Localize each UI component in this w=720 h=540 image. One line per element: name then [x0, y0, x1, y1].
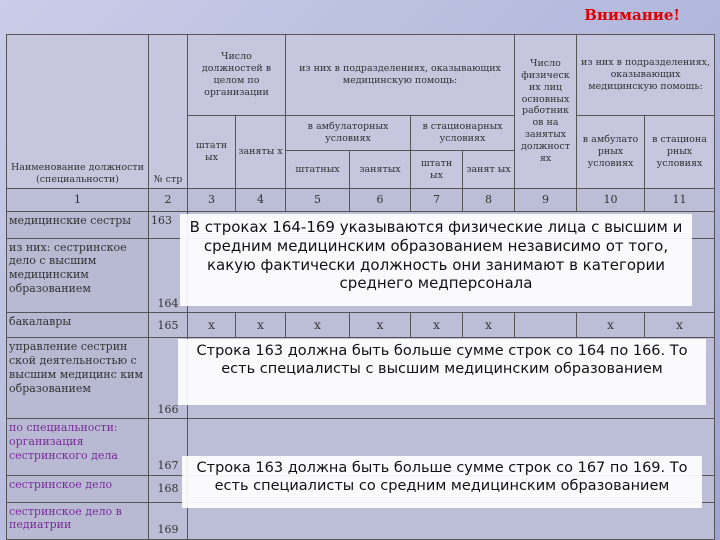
header-total-positions: Число должностей в целом по организации	[188, 35, 286, 116]
note-row-163-higher-education: Строка 163 должна быть больше сумме строк со 164 по 166. То есть специалисты с высшим медицинским образованием	[178, 339, 706, 405]
column-number-row	[7, 188, 715, 211]
header-row-number: № стр	[149, 35, 188, 189]
col-number: 4	[236, 188, 286, 211]
header-occupied: заняты х	[236, 116, 286, 189]
note-rows-164-169: В строках 164-169 указываются физические лица с высшим и средним медицинским образованием независимо от того, какую фактически должность они занимают в категории среднего медперсонала	[180, 214, 692, 306]
header-amb-staff: штатных	[286, 151, 350, 188]
header-persons-inp: в стациона рных условиях	[645, 116, 715, 189]
header-inp-occupied: занят ых	[463, 151, 515, 188]
not-applicable-mark: x	[463, 313, 515, 338]
header-inpatient: в стационарных условиях	[411, 116, 515, 151]
header-ambulatory: в амбулаторных условиях	[286, 116, 411, 151]
row-number: 169	[149, 502, 188, 539]
col-number: 1	[7, 188, 149, 211]
row-number: 168	[149, 475, 188, 502]
col-number: 5	[286, 188, 350, 211]
not-applicable-mark: x	[577, 313, 645, 338]
row-label: бакалавры	[7, 313, 149, 338]
row-label: медицинские сестры	[7, 211, 149, 238]
col-number: 8	[463, 188, 515, 211]
note-row-163-secondary-education: Строка 163 должна быть больше сумме строк со 167 по 169. То есть специалисты со средним медицинским образованием	[182, 456, 702, 508]
header-in-units: из них в подразделениях, оказывающих медицинскую помощь:	[286, 35, 515, 116]
table-row	[7, 313, 715, 338]
row-number: 165	[149, 313, 188, 338]
row-label: по специальности: организация сестринского дела	[7, 419, 149, 475]
row-number: 166	[149, 338, 188, 419]
row-label: управление сестрин ской деятельностью с высшим медицинс ким образованием	[7, 338, 149, 419]
row-label: сестринское дело в педиатрии	[7, 502, 149, 539]
col-number: 7	[411, 188, 463, 211]
header-amb-occupied: занятых	[350, 151, 411, 188]
col-number: 2	[149, 188, 188, 211]
col-number: 10	[577, 188, 645, 211]
attention-title: Внимание!	[584, 6, 680, 24]
header-name: Наименование должности (специальности)	[7, 35, 149, 189]
not-applicable-mark: x	[411, 313, 463, 338]
header-persons-units: из них в подразделениях, оказывающих медицинскую помощь:	[577, 35, 715, 116]
col-number: 11	[645, 188, 715, 211]
col-number: 6	[350, 188, 411, 211]
not-applicable-mark: x	[236, 313, 286, 338]
row-label: из них: сестринское дело с высшим медицинским образованием	[7, 238, 149, 313]
header-persons: Число физическ их лиц основных работник ов на занятых должност ях	[515, 35, 577, 189]
row-number: 164	[149, 238, 188, 313]
not-applicable-mark: x	[645, 313, 715, 338]
row-number: 163	[149, 211, 188, 238]
row-label: сестринское дело	[7, 475, 149, 502]
header-inp-staff: штатн ых	[411, 151, 463, 188]
not-applicable-mark: x	[286, 313, 350, 338]
not-applicable-mark: x	[350, 313, 411, 338]
header-persons-amb: в амбулато рных условиях	[577, 116, 645, 189]
row-number: 167	[149, 419, 188, 475]
not-applicable-mark: x	[188, 313, 236, 338]
header-staff: штатн ых	[188, 116, 236, 189]
col-number: 9	[515, 188, 577, 211]
col-number: 3	[188, 188, 236, 211]
